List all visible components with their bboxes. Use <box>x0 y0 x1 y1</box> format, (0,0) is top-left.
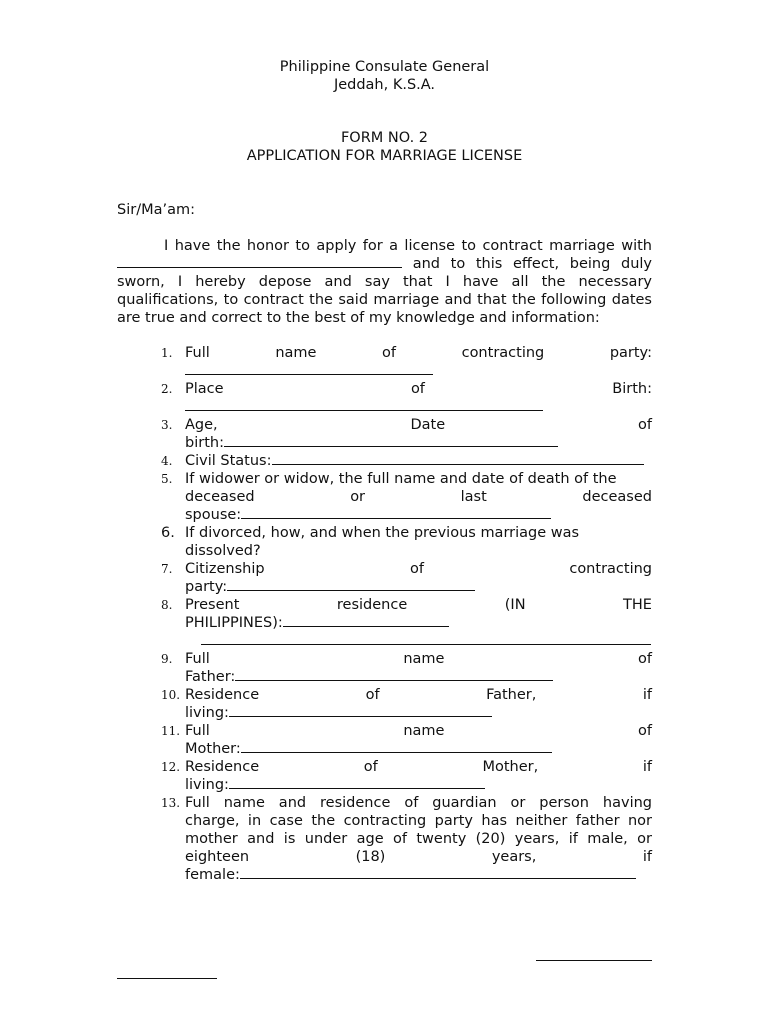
father-name-blank[interactable] <box>235 668 553 681</box>
list-item: 10. Residence of Father, if living: <box>161 687 652 721</box>
civil-status-blank[interactable] <box>272 452 644 465</box>
witness-signature-line[interactable] <box>117 978 217 979</box>
full-name-blank[interactable] <box>185 362 433 375</box>
intro-text-1: I have the honor to apply for a license to contract marriage with <box>164 238 652 254</box>
list-item: 6. If divorced, how, and when the previous marriage was dissolved? <box>161 525 580 559</box>
guardian-blank[interactable] <box>240 866 636 879</box>
spouse-name-blank[interactable] <box>117 255 402 268</box>
applicant-signature-line[interactable] <box>536 960 652 961</box>
list-item: 13. Full name and residence of guardian or person having charge, in case the contracting party has neither father nor mother and is under age of twenty (20) years, if male, or eighteen (18) years, if female: <box>161 795 652 883</box>
father-residence-blank[interactable] <box>229 704 492 717</box>
intro-text-2: and to this effect, being duly sworn, I hereby depose and say that I have all the necessary qualifications, to contract the said marriage and that the following dates are true and correct to the best of my knowledge and information: <box>117 256 653 326</box>
form-title: APPLICATION FOR MARRIAGE LICENSE <box>246 148 523 164</box>
place-of-birth-blank[interactable] <box>185 398 543 411</box>
list-item: 8. Present residence (IN THE PHILIPPINES): <box>117 596 652 650</box>
consulate-location: Jeddah, K.S.A. <box>333 77 436 93</box>
citizenship-blank[interactable] <box>227 578 475 591</box>
salutation: Sir/Ma’am: <box>117 202 195 218</box>
mother-name-blank[interactable] <box>241 740 552 753</box>
mother-residence-blank[interactable] <box>229 776 485 789</box>
list-item: 7. Citizenship of contracting party: <box>161 561 652 595</box>
letterhead <box>117 58 652 94</box>
form-number: FORM NO. 2 <box>340 130 429 146</box>
form-heading <box>117 129 652 165</box>
form-page <box>117 56 652 884</box>
list-item: 11. Full name of Mother: <box>161 723 652 757</box>
list-item: 3. Age, Date of birth: <box>161 417 652 451</box>
list-item: 1. Full name of contracting party: <box>117 344 652 380</box>
list-item: 2. Place of Birth: <box>117 380 652 416</box>
deceased-spouse-blank[interactable] <box>241 506 551 519</box>
intro-paragraph <box>117 237 652 327</box>
age-birthdate-blank[interactable] <box>224 434 558 447</box>
application-items <box>117 344 652 884</box>
list-item: 12. Residence of Mother, if living: <box>161 759 652 793</box>
residence-blank-1[interactable] <box>283 614 449 627</box>
list-item: 4. Civil Status: <box>117 452 652 470</box>
consulate-name: Philippine Consulate General <box>279 59 490 75</box>
residence-blank-2[interactable] <box>201 632 651 645</box>
list-item: 9. Full name of Father: <box>161 651 652 685</box>
list-item: 5. If widower or widow, the full name and date of death of the deceased or last deceased spouse: <box>161 471 652 523</box>
